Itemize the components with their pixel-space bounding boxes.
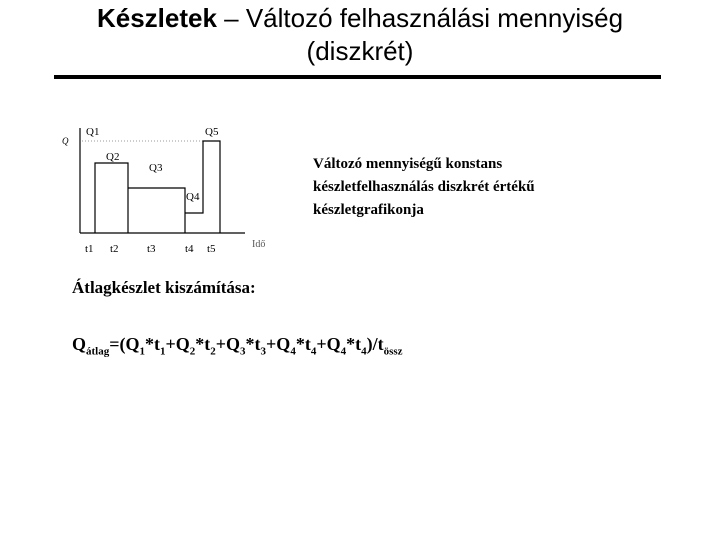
level-label-q2: Q2 <box>106 151 120 163</box>
title-line2: (diszkrét) <box>306 36 414 66</box>
diagram-caption: Változó mennyiségű konstans készletfelhasználás diszkrét értékű készletgrafikonja <box>313 156 535 218</box>
formula-text: +Q <box>165 334 190 354</box>
title-rest: – Változó felhasználási mennyiség <box>216 3 624 33</box>
formula-text: *t <box>145 334 161 354</box>
formula-text: *t <box>195 334 211 354</box>
formula-text: +Q <box>316 334 341 354</box>
formula-subscript: 4 <box>310 345 317 358</box>
time-label-t3: t3 <box>147 243 156 255</box>
formula-subscript: 2 <box>189 345 196 358</box>
formula-text: Q <box>72 334 87 354</box>
formula-text: *t <box>295 334 311 354</box>
level-label-q1: Q1 <box>86 126 100 138</box>
time-label-t5: t5 <box>207 243 216 255</box>
formula-subscript: 3 <box>240 345 246 358</box>
time-label-t2: t2 <box>110 243 119 255</box>
title-bold: Készletek <box>96 3 217 33</box>
formula-text: +Q <box>266 334 291 354</box>
formula-text: =(Q <box>109 334 140 354</box>
formula-subscript: össz <box>383 345 403 358</box>
formula-subscript: 2 <box>210 345 216 358</box>
average-stock-heading: Átlagkészlet kiszámítása: <box>72 278 256 297</box>
formula-text: *t <box>245 334 261 354</box>
average-stock-formula <box>72 334 403 358</box>
x-axis-label: Idő <box>252 239 266 250</box>
formula-subscript: 1 <box>160 345 166 358</box>
formula-text: )/t <box>366 334 384 354</box>
formula-subscript: 4 <box>290 345 296 358</box>
y-axis-label: Q <box>62 136 69 146</box>
time-label-t4: t4 <box>185 243 194 255</box>
formula-text: *t <box>346 334 362 354</box>
level-label-q5: Q5 <box>205 126 219 138</box>
formula-subscript: 4 <box>361 345 367 358</box>
formula-subscript: 1 <box>139 345 146 358</box>
time-label-t1: t1 <box>85 243 94 255</box>
formula-text: +Q <box>215 334 241 354</box>
formula-subscript: átlag <box>86 345 110 358</box>
level-label-q3: Q3 <box>149 162 163 174</box>
formula-subscript: 4 <box>340 345 347 358</box>
formula-subscript: 3 <box>260 345 267 358</box>
level-label-q4: Q4 <box>186 191 200 203</box>
